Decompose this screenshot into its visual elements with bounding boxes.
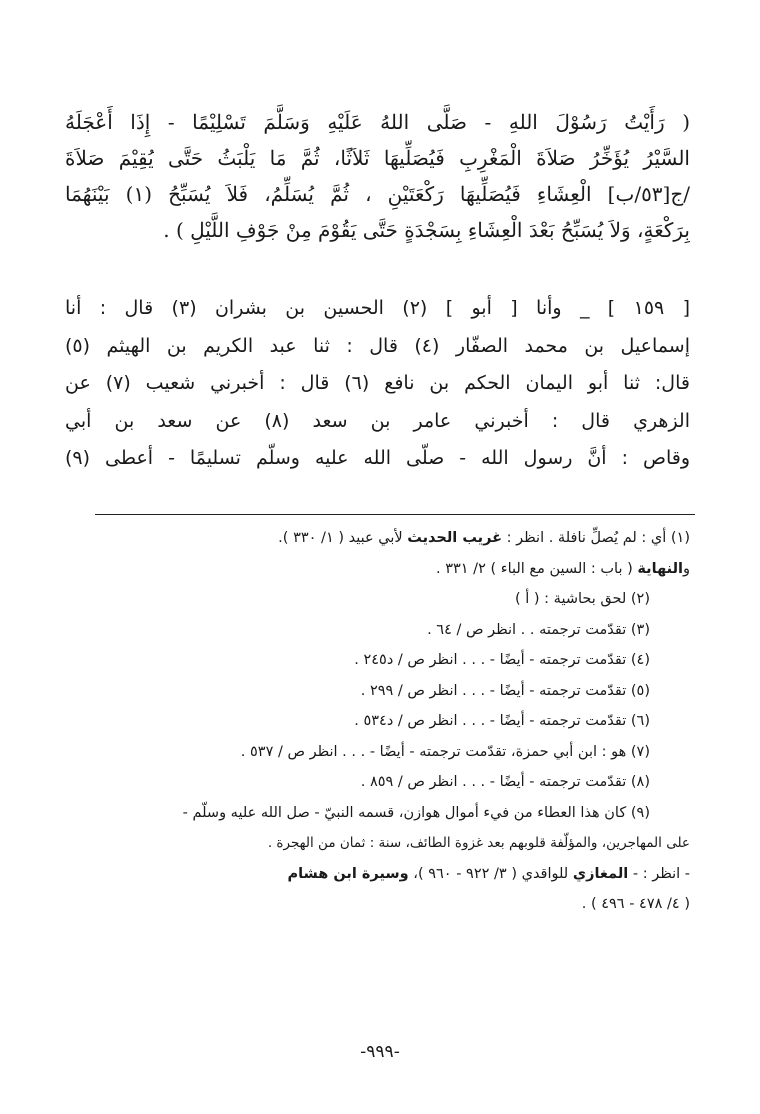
footnote-2: (٢) لحق بحاشية : ( أ ) bbox=[515, 591, 650, 607]
footnote-divider bbox=[95, 514, 695, 515]
main-text-line: /ج[٥٣/ب] الْعِشَاءِ فَيُصَلِّيهَا رَكْعَتَيْنِ ، ثُمَّ يُسَلِّمُ، فَلاَ يُسَبِّحُ (١) بَيْنَهُمَا bbox=[65, 182, 690, 206]
hadith-main-text bbox=[65, 104, 690, 248]
main-text-line: بِرَكْعَةٍ، وَلاَ يُسَبِّحُ بَعْدَ الْعِشَاءِ بِسَجْدَةٍ حَتَّى يَقُوْمَ مِنْ جَوْفِ اللَّيْلِ ) . bbox=[163, 218, 690, 242]
hadith-159-line: [ ١٥٩ ] _ وأنا [ أبو ] (٢) الحسين بن بشران (٣) قال : أنا bbox=[65, 297, 690, 319]
main-text-line: ( رَأَيْتُ رَسُوْلَ اللهِ - صَلَّى اللهُ عَلَيْهِ وَسَلَّمَ تَسْلِيْمًا - إِذَا أَعْجَلَهُ bbox=[65, 110, 690, 134]
footnote-7: (٧) هو : ابن أبي حمزة، تقدّمت ترجمته - أيضًا - . . . انظر ص / ٥٣٧ . bbox=[240, 743, 650, 760]
page-number: -٩٩٩- bbox=[360, 1042, 400, 1062]
footnote-1: (١) أي : لم يُصلِّ نافلة . انظر : غريب الحديث لأبي عبيد ( ١/ ٣٣٠ ). bbox=[278, 530, 690, 546]
footnotes bbox=[65, 523, 690, 920]
footnote-4: (٤) تقدّمت ترجمته - أيضًا - . . . انظر ص / د٢٤٥ . bbox=[354, 652, 650, 668]
footnote-5: (٥) تقدّمت ترجمته - أيضًا - . . . انظر ص / ٢٩٩ . bbox=[360, 682, 650, 699]
hadith-159-text bbox=[65, 290, 690, 478]
footnote-6: (٦) تقدّمت ترجمته - أيضًا - . . . انظر ص / د٥٣٤ . bbox=[354, 713, 650, 729]
main-text-line: السَّيْرُ يُؤَخِّرُ صَلاَةَ الْمَغْرِبِ فَيُصَلِّيهَا ثَلاَثًا، ثُمَّ مَا يَلْبَثُ حَتَّى يُقِيْمَ صَلاَةَ bbox=[65, 146, 690, 170]
hadith-159-line: الزهري قال : أخبرني عامر بن سعد (٨) عن سعد بن أبي bbox=[65, 409, 690, 432]
footnote-9-cont: على المهاجرين، والمؤلّفة قلوبهم بعد غزوة الطائف، سنة : ثمان من الهجرة . bbox=[267, 835, 690, 851]
hadith-159-line: قال: ثنا أبو اليمان الحكم بن نافع (٦) قال : أخبرني شعيب (٧) عن bbox=[65, 372, 690, 394]
footnote-9: (٩) كان هذا العطاء من فيء أموال هوازن، قسمه النبيّ - صل الله عليه وسلّم - bbox=[182, 804, 650, 821]
footnote-1-cont: والنهاية ( باب : السين مع الباء ) ٢/ ٣٣١ . bbox=[435, 560, 690, 577]
hadith-159-line: وقاص : أنَّ رسول الله - صلّى الله عليه وسلّم تسليمًا - أعطى (٩) bbox=[65, 447, 690, 469]
hadith-159-line: إسماعيل بن محمد الصفّار (٤) قال : ثنا عبد الكريم بن الهيثم (٥) bbox=[65, 334, 690, 357]
footnote-8: (٨) تقدّمت ترجمته - أيضًا - . . . انظر ص / ٨٥٩ . bbox=[360, 774, 650, 790]
footnote-9-refs: - انظر : - المغازي للواقدي ( ٣/ ٩٢٢ - ٩٦٠ )، وسيرة ابن هشام bbox=[287, 865, 690, 882]
footnote-3: (٣) تقدّمت ترجمته . . انظر ص / ٦٤ . bbox=[427, 621, 650, 638]
footnote-9-refs-cont: ( ٤/ ٤٧٨ - ٤٩٦ ) . bbox=[581, 896, 690, 912]
